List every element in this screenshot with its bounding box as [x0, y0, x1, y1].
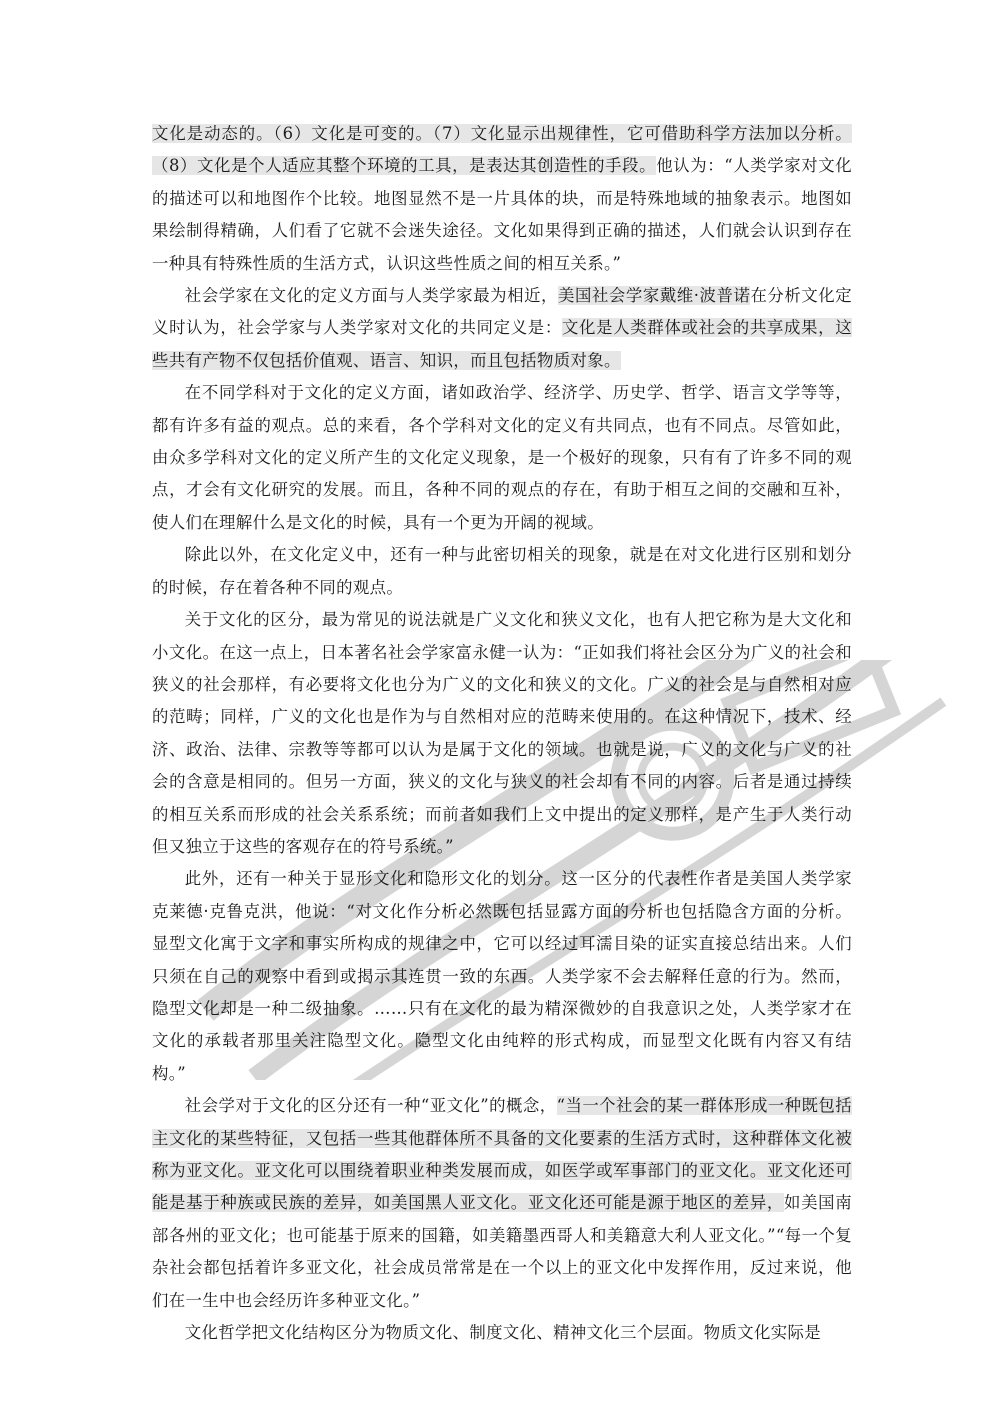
text-segment: 在分析文化定义时认为，社会学家与人类学家对文化的共同定义是： — [152, 286, 853, 338]
paragraph — [152, 604, 852, 863]
paragraph — [152, 863, 852, 1090]
highlighted-text: 文化是人类群体或社会的共享成果，这些共有产物不仅包括价值观、语言、知识，而且包括物质对象。 — [152, 318, 852, 370]
body-text — [152, 118, 852, 1349]
text-segment: 此外，还有一种关于显形文化和隐形文化的划分。这一区分的代表性作者是美国人类学家克莱德·克鲁克洪，他说：“对文化作分析必然既包括显露方面的分析也包括隐含方面的分析。显型文化寓于文字和事实所构成的规律之中，它可以经过耳濡目染的证实直接总结出来。人们只须在自己的观察中看到或揭示其连贯一致的东西。人类学家不会去解释任意的行为。然而，隐型文化却是一种二级抽象。……只有在文化的最为精深微妙的自我意识之处，人类学家才在文化的承载者那里关注隐型文化。隐型文化由纯粹的形式构成，而显型文化既有内容又有结构。” — [152, 869, 852, 1083]
paragraph — [152, 377, 852, 539]
highlighted-text: “当一个社会的某一群体形成一种既包括主文化的某些特征，又包括一些其他群体所不具备的文化要素的生活方式时，这种群体文化被称为亚文化。亚文化可以围绕着职业种类发展而成，如医学或军事部门的亚文化。亚文化还可能是基于种族或民族的差异，如美国黑人亚文化。亚文化还可能是源于地区的差异， — [152, 1096, 852, 1213]
text-segment: 除此以外，在文化定义中，还有一种与此密切相关的现象，就是在对文化进行区别和划分的时候，存在着各种不同的观点。 — [152, 545, 852, 597]
highlighted-text: 文化是动态的。（6）文化是可变的。（7）文化显示出规律性，它可借助科学方法加以分析。（8）文化是个人适应其整个环境的工具，是表达其创造性的手段。 — [152, 124, 852, 176]
text-segment: 他认为：“人类学家对文化的描述可以和地图作个比较。地图显然不是一片具体的块，而是特殊地域的抽象表示。地图如果绘制得精确，人们看了它就不会迷失途径。文化如果得到正确的描述，人们就会认识到存在一种具有特殊性质的生活方式，认识这些性质之间的相互关系。” — [152, 156, 852, 273]
text-segment: 如美国南部各州的亚文化；也可能基于原来的国籍，如美籍墨西哥人和美籍意大利人亚文化。”“每一个复杂社会都包括着许多亚文化，社会成员常常是在一个以上的亚文化中发挥作用，反过来说，他们在一生中也会经历许多种亚文化。” — [152, 1193, 852, 1310]
paragraph — [152, 1090, 852, 1317]
text-segment: 文化哲学把文化结构区分为物质文化、制度文化、精神文化三个层面。物质文化实际是 — [184, 1323, 821, 1343]
text-segment: 在不同学科对于文化的定义方面，诸如政治学、经济学、历史学、哲学、语言文学等等，都有许多有益的观点。总的来看，各个学科对文化的定义有共同点，也有不同点。尽管如此，由众多学科对文化的定义所产生的文化定义现象，是一个极好的现象，只有有了许多不同的观点，才会有文化研究的发展。而且，各种不同的观点的存在，有助于相互之间的交融和互补，使人们在理解什么是文化的时候，具有一个更为开阔的视域。 — [152, 383, 852, 532]
paragraph — [152, 280, 852, 377]
paragraph — [152, 1317, 852, 1349]
highlighted-text: 美国社会学家戴维·波普诺 — [558, 286, 751, 306]
text-segment: 社会学家在文化的定义方面与人类学家最为相近， — [184, 286, 559, 306]
text-segment: 关于文化的区分，最为常见的说法就是广义文化和狭义文化，也有人把它称为是大文化和小文化。在这一点上，日本著名社会学家富永健一认为：“正如我们将社会区分为广义的社会和狭义的社会那样，有必要将文化也分为广义的文化和狭义的文化。广义的社会是与自然相对应的范畴；同样，广义的文化也是作为与自然相对应的范畴来使用的。在这种情况下，技术、经济、政治、法律、宗教等等都可以认为是属于文化的领域。也就是说，广义的文化与广义的社会的含意是相同的。但另一方面，狭义的文化与狭义的社会却有不同的内容。后者是通过持续的相互关系而形成的社会关系系统；而前者如我们上文中提出的定义那样，是产生于人类行动但又独立于这些的客观存在的符号系统。” — [152, 610, 852, 856]
text-segment: 社会学对于文化的区分还有一种“亚文化”的概念， — [184, 1096, 557, 1116]
paragraph — [152, 118, 852, 280]
paragraph — [152, 539, 852, 604]
